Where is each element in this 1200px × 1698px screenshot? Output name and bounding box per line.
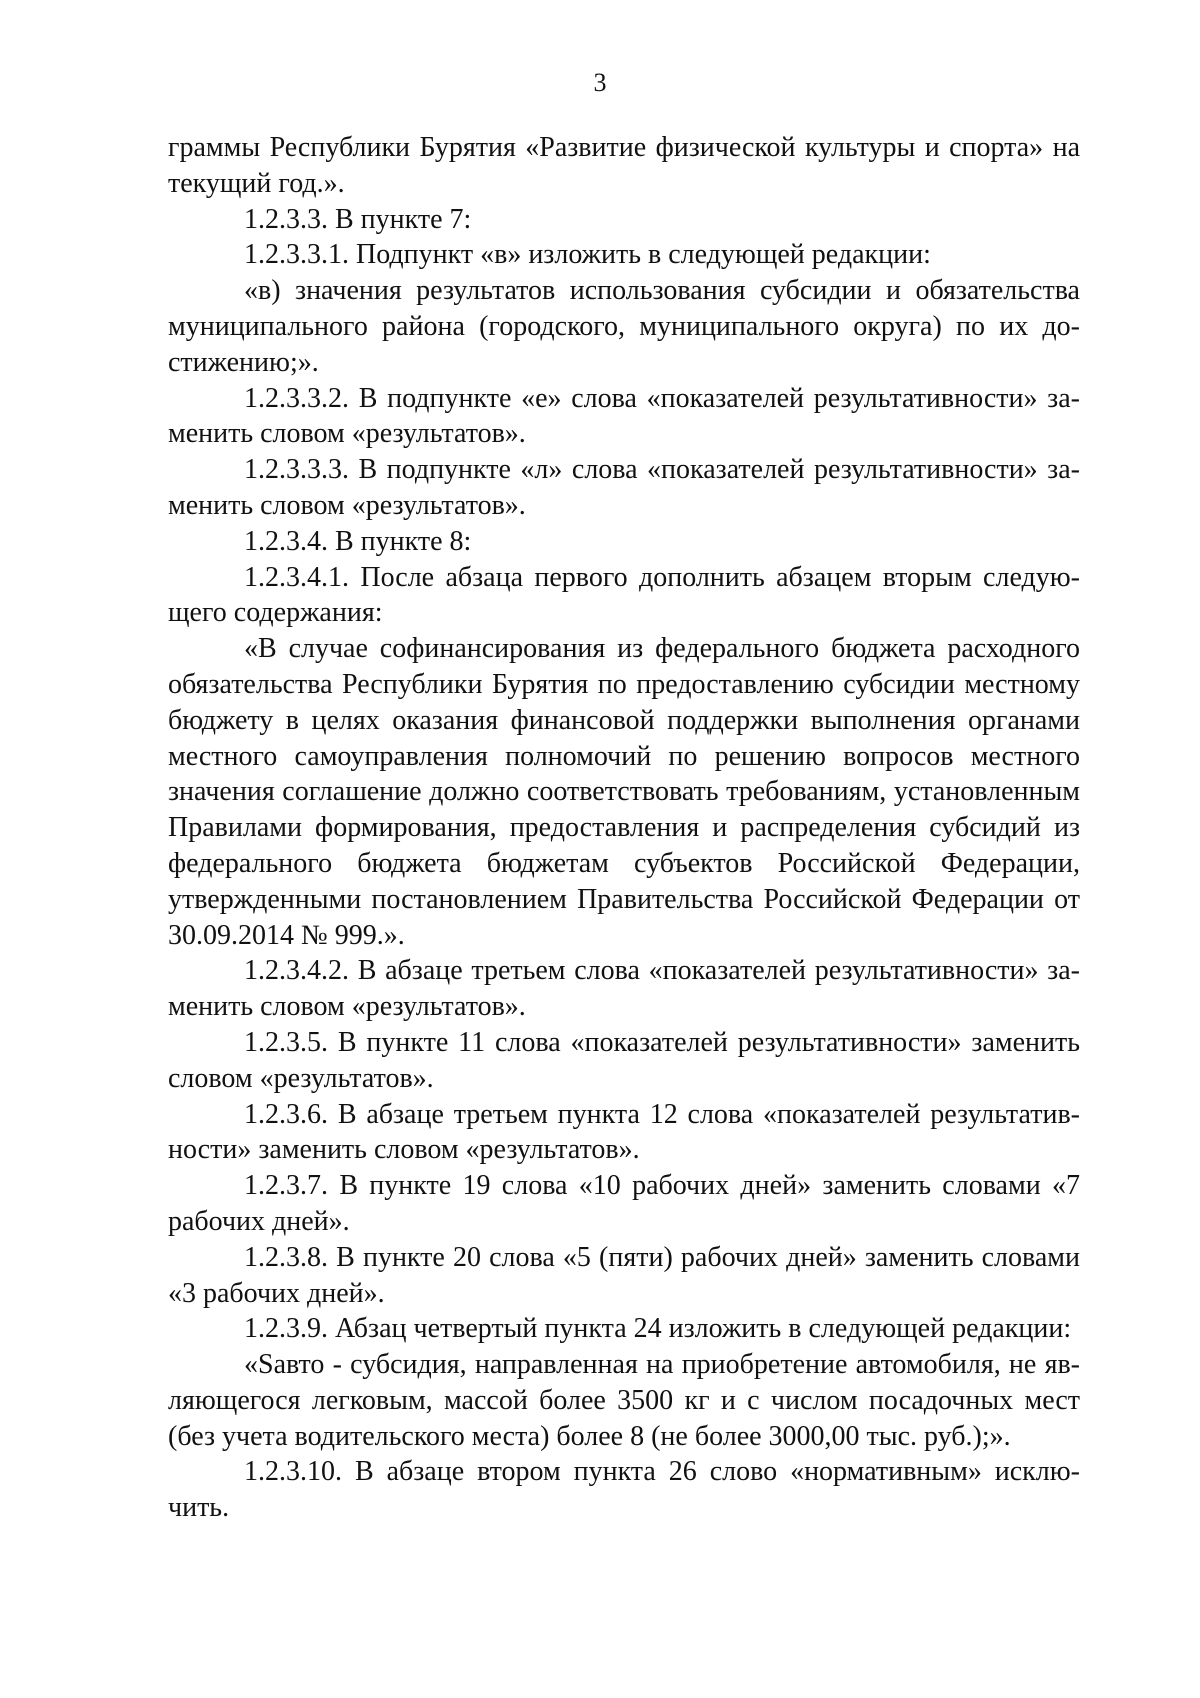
paragraph-10: 1.2.3.4.2. В абзаце третьем слова «показателей результативности» заменить словом «результатов». [168,955,1080,1023]
paragraph-3: 1.2.3.3.1. Подпункт «в» изложить в следующей редакции: [244,239,931,271]
page-number: 3 [593,68,607,97]
paragraph-2: 1.2.3.3. В пункте 7: [244,203,472,235]
document-body [168,130,1080,1526]
paragraph-16: «Sавто - субсидия, направленная на приобретение автомобиля, не являющегося легковым, массой более 3500 кг и с числом посадочных мест (без учета водительского места) более 8 (не более 3000,00 тыс. руб.);». [168,1349,1080,1452]
paragraph-5: 1.2.3.3.2. В подпункте «е» слова «показателей результативности» заменить словом «результатов». [168,382,1080,450]
paragraph-6: 1.2.3.3.3. В подпункте «л» слова «показателей результативности» заменить словом «результатов». [168,454,1080,521]
paragraph-12: 1.2.3.6. В абзаце третьем пункта 12 слова «показателей результативности» заменить словом «результатов». [168,1098,1080,1166]
paragraph-4: «в) значения результатов использования субсидии и обязательства муниципального района (городского, муниципального округа) по их достижению;». [168,275,1080,378]
paragraph-13: 1.2.3.7. В пункте 19 слова «10 рабочих дней» заменить словами «7 рабочих дней». [168,1170,1080,1237]
paragraph-7: 1.2.3.4. В пункте 8: [244,525,472,557]
paragraph-15: 1.2.3.9. Абзац четвертый пункта 24 изложить в следующей редакции: [244,1313,1072,1345]
paragraph-14: 1.2.3.8. В пункте 20 слова «5 (пяти) рабочих дней» заменить словами «3 рабочих дней». [168,1241,1080,1309]
paragraph-1: граммы Республики Бурятия «Развитие физической культуры и спорта» на текущий год.». [168,132,1080,199]
paragraph-11: 1.2.3.5. В пункте 11 слова «показателей результативности» заменить словом «результатов». [168,1026,1080,1094]
paragraph-9: «В случае софинансирования из федерального бюджета расходного обязательства Республики Бурятия по предоставлению субсидии местному бюджету в целях оказания финансовой поддержки выполнения органами местного самоуправления полномочий по решению вопросов местного значения соглашение должно соответствовать требованиям, установленным Правилами формирования, предоставления и распределения субсидий из федерального бюджета бюджетам субъектов Российской Федерации, утвержденными постановлением Правительства Российской Федерации от 30.09.2014 № 999.». [168,633,1080,951]
paragraph-17: 1.2.3.10. В абзаце втором пункта 26 слово «нормативным» исключить. [168,1456,1080,1524]
paragraph-8: 1.2.3.4.1. После абзаца первого дополнить абзацем вторым следующего содержания: [168,561,1080,629]
